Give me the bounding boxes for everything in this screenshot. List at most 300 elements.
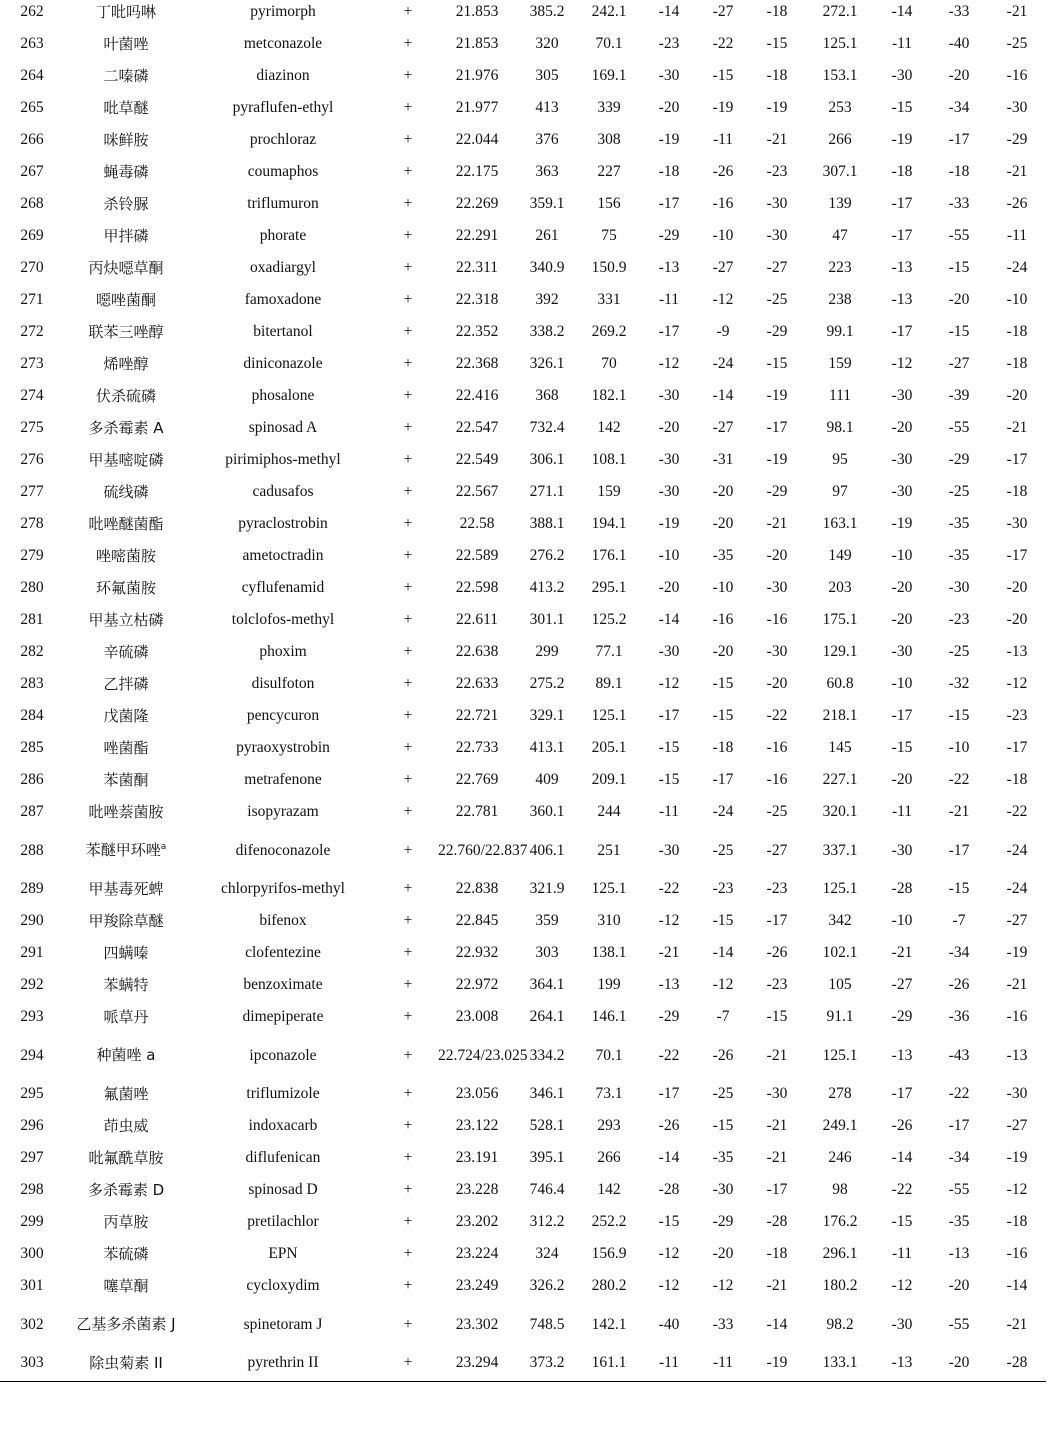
cell-v4: -13 (891, 291, 913, 308)
cell-rt: 23.122 (455, 1117, 499, 1134)
cell-v6: -21 (1006, 3, 1028, 20)
cell-cn (64, 1001, 188, 1033)
cell-v5: -18 (948, 163, 970, 180)
cell-rt: 23.008 (455, 1008, 499, 1025)
cell-cn (64, 764, 188, 796)
cell-en: spinosad A (248, 419, 318, 436)
cell-mode: + (403, 515, 413, 532)
cell-v2: -11 (712, 1354, 734, 1371)
table-row (0, 92, 1046, 124)
cell-v3: -17 (766, 1181, 788, 1198)
cell-v5: -17 (948, 842, 970, 859)
cell-cn (64, 348, 188, 380)
cell-en: isopyrazam (247, 803, 319, 820)
cell-no: 264 (20, 67, 44, 84)
cell-v2: -17 (712, 771, 734, 788)
cell-cn (64, 937, 188, 969)
cell-mode: + (403, 803, 413, 820)
table-row (0, 1078, 1046, 1110)
cell-v3: -30 (766, 643, 788, 660)
cell-v1: -14 (658, 611, 680, 628)
cell-mode: + (403, 99, 413, 116)
cell-mode: + (403, 1354, 413, 1371)
cell-cn (64, 28, 188, 60)
table-row (0, 636, 1046, 668)
cell-mode: + (403, 227, 413, 244)
cell-v1: -17 (658, 1085, 680, 1102)
cell-v6: -16 (1006, 1245, 1028, 1262)
cell-v4: -12 (891, 1277, 913, 1294)
cell-no: 265 (20, 99, 44, 116)
cell-v4: -19 (891, 515, 913, 532)
cell-no: 296 (20, 1117, 44, 1134)
cell-v6: -14 (1006, 1277, 1028, 1294)
cell-cn (64, 1347, 188, 1379)
cell-v5: -25 (948, 483, 970, 500)
cell-pre: 746.4 (529, 1181, 565, 1198)
cell-q1: 227 (597, 163, 621, 180)
cell-v1: -15 (658, 771, 680, 788)
cell-mode: + (403, 1277, 413, 1294)
table-row (0, 380, 1046, 412)
cell-rt: 23.056 (455, 1085, 499, 1102)
cell-no: 271 (20, 291, 44, 308)
cell-v6: -20 (1006, 387, 1028, 404)
cell-rt: 21.853 (455, 35, 499, 52)
cell-v1: -12 (658, 912, 680, 929)
cell-pre: 275.2 (529, 675, 565, 692)
cell-q2: 218.1 (822, 707, 858, 724)
cell-rt: 22.291 (455, 227, 499, 244)
cell-no: 300 (20, 1245, 44, 1262)
cell-v1: -14 (658, 1149, 680, 1166)
cell-cn (64, 732, 188, 764)
chinese-name: 唑菌酯 (103, 739, 149, 757)
cell-pre: 340.9 (529, 259, 565, 276)
cell-cn (64, 1238, 188, 1270)
table-row (0, 873, 1046, 905)
cell-v4: -18 (891, 163, 913, 180)
chinese-name: 环氟菌胺 (95, 579, 156, 597)
cell-no: 299 (20, 1213, 44, 1230)
cell-v3: -26 (766, 944, 788, 961)
cell-mode: + (403, 355, 413, 372)
cell-q2: 95 (832, 451, 848, 468)
cell-en: disulfoton (251, 675, 315, 692)
cell-v3: -15 (766, 1008, 788, 1025)
cell-v1: -13 (658, 259, 680, 276)
cell-q1: 199 (597, 976, 621, 993)
cell-q2: 47 (832, 227, 848, 244)
table-row (0, 476, 1046, 508)
cell-v6: -13 (1006, 643, 1028, 660)
table-row (0, 1347, 1046, 1379)
cell-v4: -10 (891, 547, 913, 564)
cell-v4: -17 (891, 195, 913, 212)
cell-v5: -43 (948, 1047, 970, 1064)
cell-v2: -15 (712, 67, 734, 84)
cell-v6: -17 (1006, 739, 1028, 756)
table-row (0, 1174, 1046, 1206)
cell-q2: 145 (828, 739, 852, 756)
cell-v6: -11 (1006, 227, 1028, 244)
cell-en: pyrimorph (250, 3, 316, 20)
cell-v6: -25 (1006, 35, 1028, 52)
cell-v1: -11 (658, 291, 680, 308)
cell-v1: -12 (658, 675, 680, 692)
cell-en: chlorpyrifos-methyl (221, 880, 345, 897)
cell-q2: 99.1 (826, 323, 854, 340)
cell-en: bitertanol (253, 323, 313, 340)
table-row (0, 572, 1046, 604)
cell-q2: 105 (828, 976, 852, 993)
cell-v2: -7 (716, 1008, 730, 1025)
cell-q2: 153.1 (822, 67, 858, 84)
cell-no: 293 (20, 1008, 44, 1025)
cell-mode: + (403, 259, 413, 276)
cell-v5: -40 (948, 35, 970, 52)
cell-v6: -16 (1006, 1008, 1028, 1025)
cell-no: 276 (20, 451, 44, 468)
cell-v4: -13 (891, 1047, 913, 1064)
cell-mode: + (403, 419, 413, 436)
cell-pre: 376 (535, 131, 559, 148)
cell-no: 290 (20, 912, 44, 929)
cell-mode: + (403, 387, 413, 404)
cell-v5: -23 (948, 611, 970, 628)
cell-q2: 227.1 (822, 771, 858, 788)
cell-v4: -15 (891, 1213, 913, 1230)
chinese-name: 唑嘧菌胺 (95, 547, 156, 565)
cell-v5: -55 (948, 227, 970, 244)
cell-q1: 331 (597, 291, 621, 308)
cell-v4: -28 (891, 880, 913, 897)
cell-q2: 102.1 (822, 944, 858, 961)
cell-v4: -13 (891, 1354, 913, 1371)
cell-mode: + (403, 67, 413, 84)
cell-rt: 23.228 (455, 1181, 499, 1198)
cell-pre: 528.1 (529, 1117, 565, 1134)
cell-v4: -15 (891, 99, 913, 116)
chinese-name: 叶菌唑 (103, 35, 149, 53)
cell-no: 291 (20, 944, 44, 961)
cell-q1: 269.2 (591, 323, 627, 340)
cell-v3: -30 (766, 1085, 788, 1102)
cell-v5: -35 (948, 515, 970, 532)
cell-v1: -26 (658, 1117, 680, 1134)
cell-cn (64, 1142, 188, 1174)
cell-v3: -18 (766, 67, 788, 84)
cell-v3: -23 (766, 880, 788, 897)
cell-rt: 22.838 (455, 880, 499, 897)
cell-en: cycloxydim (246, 1277, 320, 1294)
cell-rt: 21.853 (455, 3, 499, 20)
chinese-name: 甲羧除草醚 (88, 912, 164, 930)
cell-v4: -30 (891, 842, 913, 859)
cell-mode: + (403, 643, 413, 660)
cell-no: 297 (20, 1149, 44, 1166)
cell-mode: + (403, 1008, 413, 1025)
table-row (0, 252, 1046, 284)
cell-pre: 413.2 (529, 579, 565, 596)
cell-mode: + (403, 880, 413, 897)
table-row (0, 412, 1046, 444)
cell-v5: -32 (948, 675, 970, 692)
cell-cn (64, 1110, 188, 1142)
table-row (0, 668, 1046, 700)
cell-cn (64, 0, 188, 28)
cell-no: 285 (20, 739, 44, 756)
cell-v6: -23 (1006, 707, 1028, 724)
cell-rt: 22.549 (455, 451, 499, 468)
cell-pre: 409 (535, 771, 559, 788)
chinese-name: 二嗪磷 (103, 67, 149, 85)
cell-rt: 22.972 (455, 976, 499, 993)
cell-q1: 142 (597, 1181, 621, 1198)
cell-q2: 238 (828, 291, 852, 308)
cell-q2: 163.1 (822, 515, 858, 532)
cell-v5: -25 (948, 643, 970, 660)
cell-en: dimepiperate (242, 1008, 324, 1025)
cell-v5: -13 (948, 1245, 970, 1262)
cell-en: benzoximate (243, 976, 323, 993)
cell-rt: 23.191 (455, 1149, 499, 1166)
cell-v2: -35 (712, 547, 734, 564)
cell-q2: 97 (832, 483, 848, 500)
cell-v1: -30 (658, 67, 680, 84)
table-row (0, 540, 1046, 572)
cell-q1: 125.1 (591, 880, 627, 897)
cell-v4: -27 (891, 976, 913, 993)
cell-v3: -16 (766, 739, 788, 756)
cell-rt: 22.760/22.837 (438, 842, 528, 859)
cell-rt: 22.58 (459, 515, 495, 532)
cell-en: indoxacarb (248, 1117, 318, 1134)
cell-rt: 22.724/23.025 (438, 1047, 528, 1064)
cell-v6: -21 (1006, 976, 1028, 993)
chinese-name: 硫线磷 (103, 483, 149, 501)
cell-en: coumaphos (247, 163, 319, 180)
cell-pre: 338.2 (529, 323, 565, 340)
cell-en: phosalone (251, 387, 315, 404)
cell-v4: -14 (891, 1149, 913, 1166)
cell-v3: -22 (766, 707, 788, 724)
cell-v4: -10 (891, 912, 913, 929)
cell-q2: 98 (832, 1181, 848, 1198)
cell-q1: 138.1 (591, 944, 627, 961)
cell-v5: -10 (948, 739, 970, 756)
cell-en: ipconazole (249, 1047, 317, 1064)
cell-v2: -16 (712, 611, 734, 628)
cell-v6: -18 (1006, 483, 1028, 500)
cell-pre: 326.2 (529, 1277, 565, 1294)
chinese-name: 茚虫威 (103, 1117, 149, 1135)
cell-v6: -18 (1006, 355, 1028, 372)
cell-en: difenoconazole (235, 842, 331, 859)
cell-q1: 266 (597, 1149, 621, 1166)
cell-v3: -18 (766, 3, 788, 20)
cell-q2: 125.1 (822, 880, 858, 897)
cell-cn (64, 1033, 188, 1078)
cell-v4: -17 (891, 323, 913, 340)
cell-v1: -22 (658, 880, 680, 897)
cell-v2: -9 (716, 323, 730, 340)
cell-q2: 91.1 (826, 1008, 854, 1025)
cell-v2: -31 (712, 451, 734, 468)
cell-cn (64, 604, 188, 636)
chinese-name: 丙草胺 (103, 1213, 149, 1231)
cell-v6: -18 (1006, 771, 1028, 788)
cell-mode: + (403, 163, 413, 180)
cell-v1: -28 (658, 1181, 680, 1198)
cell-v5: -35 (948, 547, 970, 564)
cell-v6: -26 (1006, 195, 1028, 212)
cell-v3: -19 (766, 387, 788, 404)
cell-v4: -30 (891, 1316, 913, 1333)
cell-rt: 22.269 (455, 195, 499, 212)
cell-no: 282 (20, 643, 44, 660)
cell-v2: -22 (712, 35, 734, 52)
cell-v2: -12 (712, 1277, 734, 1294)
cell-v1: -15 (658, 739, 680, 756)
cell-v1: -30 (658, 483, 680, 500)
cell-v6: -27 (1006, 912, 1028, 929)
table-row (0, 700, 1046, 732)
cell-mode: + (403, 547, 413, 564)
cell-rt: 22.769 (455, 771, 499, 788)
cell-q1: 194.1 (591, 515, 627, 532)
cell-q2: 278 (828, 1085, 852, 1102)
cell-q1: 205.1 (591, 739, 627, 756)
cell-no: 263 (20, 35, 44, 52)
cell-no: 267 (20, 163, 44, 180)
cell-v5: -34 (948, 1149, 970, 1166)
chinese-name: 噁唑菌酮 (95, 291, 156, 309)
cell-v6: -28 (1006, 1354, 1028, 1371)
cell-v4: -30 (891, 643, 913, 660)
cell-v5: -55 (948, 1316, 970, 1333)
table-row (0, 1033, 1046, 1078)
cell-v3: -17 (766, 419, 788, 436)
table-row (0, 348, 1046, 380)
cell-q1: 70.1 (595, 1047, 623, 1064)
cell-v2: -19 (712, 99, 734, 116)
cell-v6: -20 (1006, 579, 1028, 596)
cell-v3: -20 (766, 547, 788, 564)
cell-v6: -19 (1006, 944, 1028, 961)
cell-q1: 295.1 (591, 579, 627, 596)
cell-rt: 22.318 (455, 291, 499, 308)
cell-q1: 293 (597, 1117, 621, 1134)
cell-q1: 125.2 (591, 611, 627, 628)
chinese-name: 丙炔噁草酮 (88, 259, 164, 277)
cell-v1: -40 (658, 1316, 680, 1333)
cell-no: 278 (20, 515, 44, 532)
chinese-name: 多杀霉素 A (88, 419, 164, 437)
cell-v5: -26 (948, 976, 970, 993)
cell-cn (64, 60, 188, 92)
cell-v2: -14 (712, 944, 734, 961)
cell-cn (64, 508, 188, 540)
cell-mode: + (403, 944, 413, 961)
cell-rt: 22.368 (455, 355, 499, 372)
cell-en: pyraclostrobin (238, 515, 328, 532)
cell-no: 279 (20, 547, 44, 564)
cell-cn (64, 284, 188, 316)
cell-v6: -18 (1006, 323, 1028, 340)
cell-pre: 301.1 (529, 611, 565, 628)
table-row (0, 796, 1046, 828)
cell-v4: -30 (891, 67, 913, 84)
cell-cn (64, 156, 188, 188)
cell-v4: -20 (891, 579, 913, 596)
cell-pre: 326.1 (529, 355, 565, 372)
cell-rt: 22.547 (455, 419, 499, 436)
cell-pre: 395.1 (529, 1149, 565, 1166)
cell-en: phorate (259, 227, 307, 244)
cell-no: 281 (20, 611, 44, 628)
cell-rt: 22.733 (455, 739, 499, 756)
cell-en: diniconazole (243, 355, 323, 372)
cell-en: pencycuron (246, 707, 320, 724)
cell-en: diazinon (256, 67, 310, 84)
cell-pre: 360.1 (529, 803, 565, 820)
cell-v1: -20 (658, 419, 680, 436)
cell-mode: + (403, 1316, 413, 1333)
cell-v2: -15 (712, 707, 734, 724)
cell-en: pyraoxystrobin (236, 739, 330, 756)
cell-rt: 22.589 (455, 547, 499, 564)
cell-en: pretilachlor (247, 1213, 319, 1230)
cell-cn (64, 540, 188, 572)
cell-v3: -19 (766, 451, 788, 468)
cell-q2: 307.1 (822, 163, 858, 180)
cell-q2: 98.1 (826, 419, 854, 436)
cell-v2: -20 (712, 483, 734, 500)
cell-mode: + (403, 611, 413, 628)
table-row (0, 60, 1046, 92)
cell-v5: -35 (948, 1213, 970, 1230)
cell-no: 268 (20, 195, 44, 212)
cell-v3: -21 (766, 1117, 788, 1134)
cell-rt: 23.249 (455, 1277, 499, 1294)
cell-v3: -27 (766, 259, 788, 276)
cell-pre: 388.1 (529, 515, 565, 532)
cell-rt: 22.845 (455, 912, 499, 929)
cell-q1: 252.2 (591, 1213, 627, 1230)
cell-pre: 413.1 (529, 739, 565, 756)
cell-v4: -11 (891, 803, 913, 820)
cell-v4: -17 (891, 227, 913, 244)
chinese-name: 多杀霉素 D (87, 1181, 165, 1199)
cell-q2: 139 (828, 195, 852, 212)
cell-mode: + (403, 1149, 413, 1166)
cell-q2: 129.1 (822, 643, 858, 660)
cell-v5: -55 (948, 1181, 970, 1198)
cell-v5: -33 (948, 3, 970, 20)
cell-q1: 150.9 (591, 259, 627, 276)
cell-v2: -15 (712, 1117, 734, 1134)
cell-v2: -18 (712, 739, 734, 756)
cell-q2: 337.1 (822, 842, 858, 859)
chinese-name: 吡氟酰草胺 (88, 1149, 164, 1167)
cell-v1: -11 (658, 803, 680, 820)
cell-v5: -27 (948, 355, 970, 372)
cell-mode: + (403, 739, 413, 756)
cell-v6: -12 (1006, 1181, 1028, 1198)
cell-q2: 149 (828, 547, 852, 564)
cell-v1: -11 (658, 1354, 680, 1371)
